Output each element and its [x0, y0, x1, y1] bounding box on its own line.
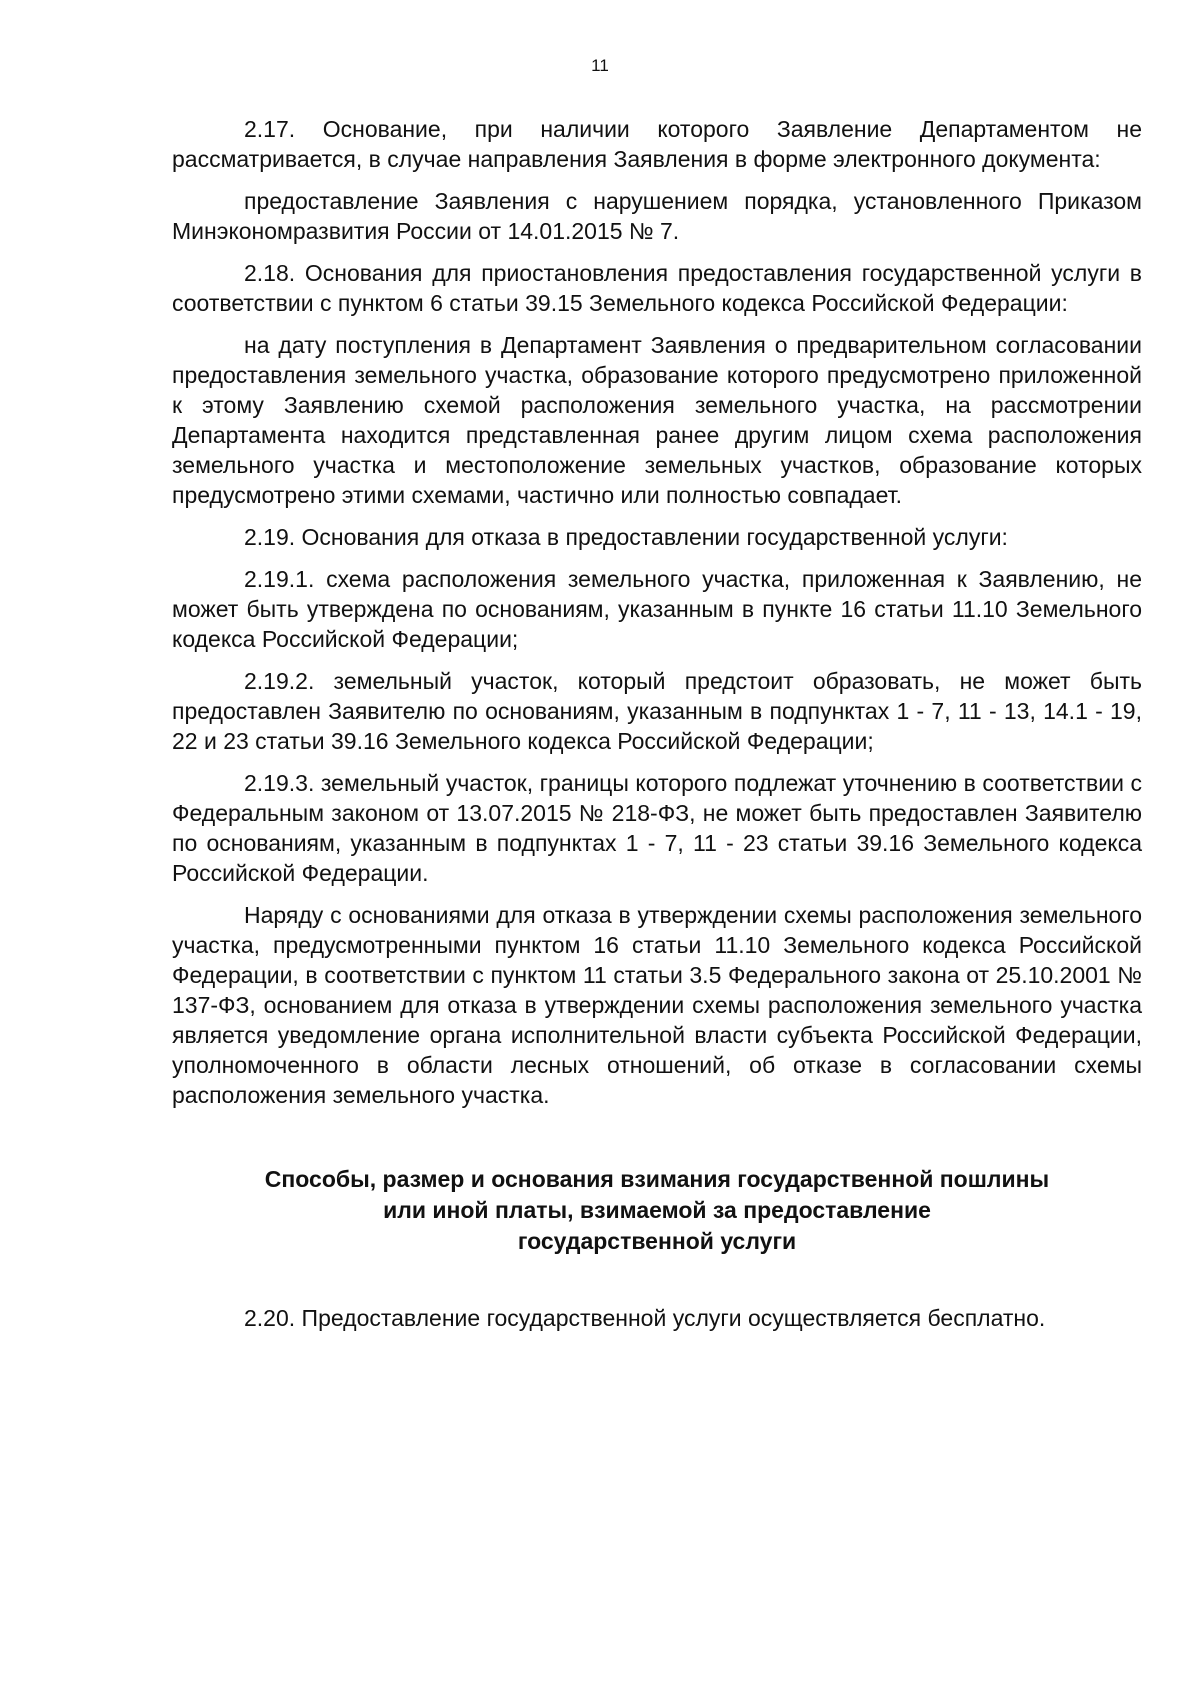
document-body: [172, 114, 1142, 1345]
paragraph-2-18: 2.18. Основания для приостановления предоставления государственной услуги в соответствии с пунктом 6 статьи 39.15 Земельного кодекса Российской Федерации:: [172, 260, 1142, 316]
paragraph-2-20: 2.20. Предоставление государственной услуги осуществляется бесплатно.: [244, 1305, 1046, 1331]
paragraph-2-17: 2.17. Основание, при наличии которого Заявление Департаментом не рассматривается, в случае направления Заявления в форме электронного документа:: [172, 116, 1142, 172]
paragraph-2-18-ground: на дату поступления в Департамент Заявления о предварительном согласовании предоставления земельного участка, образование которого предусмотрено приложенной к этому Заявлению схемой расположения земельного участка, на рассмотрении Департамента находится представленная ранее другим лицом схема расположения земельного участка и местоположение земельных участков, образование которых предусмотрено этими схемами, частично или полностью совпадает.: [172, 332, 1142, 508]
paragraph-2-19-2: 2.19.2. земельный участок, который предстоит образовать, не может быть предоставлен Заявителю по основаниям, указанным в подпунктах 1 - 7, 11 - 13, 14.1 - 19, 22 и 23 статьи 39.16 Земельного кодекса Российской Федерации;: [172, 668, 1142, 754]
paragraph-2-19: 2.19. Основания для отказа в предоставлении государственной услуги:: [244, 524, 1008, 550]
section-heading: Способы, размер и основания взимания государственной пошлины или иной платы, взимаемой за предоставление государственной услуги: [264, 1166, 1050, 1254]
page-number: 11: [591, 56, 609, 75]
paragraph-2-17-ground: предоставление Заявления с нарушением порядка, установленного Приказом Минэкономразвития России от 14.01.2015 № 7.: [172, 188, 1142, 244]
paragraph-2-19-1: 2.19.1. схема расположения земельного участка, приложенная к Заявлению, не может быть утверждена по основаниям, указанным в пункте 16 статьи 11.10 Земельного кодекса Российской Федерации;: [172, 566, 1142, 652]
paragraph-additional-grounds: Наряду с основаниями для отказа в утверждении схемы расположения земельного участка, предусмотренными пунктом 16 статьи 11.10 Земельного кодекса Российской Федерации, в соответствии с пунктом 11 статьи 3.5 Федерального закона от 25.10.2001 № 137-ФЗ, основанием для отказа в утверждении схемы расположения земельного участка является уведомление органа исполнительной власти субъекта Российской Федерации, уполномоченного в области лесных отношений, об отказе в согласовании схемы расположения земельного участка.: [172, 902, 1142, 1108]
paragraph-2-19-3: 2.19.3. земельный участок, границы которого подлежат уточнению в соответствии с Федеральным законом от 13.07.2015 № 218-ФЗ, не может быть предоставлен Заявителю по основаниям, указанным в подпунктах 1 - 7, 11 - 23 статьи 39.16 Земельного кодекса Российской Федерации.: [172, 770, 1142, 886]
